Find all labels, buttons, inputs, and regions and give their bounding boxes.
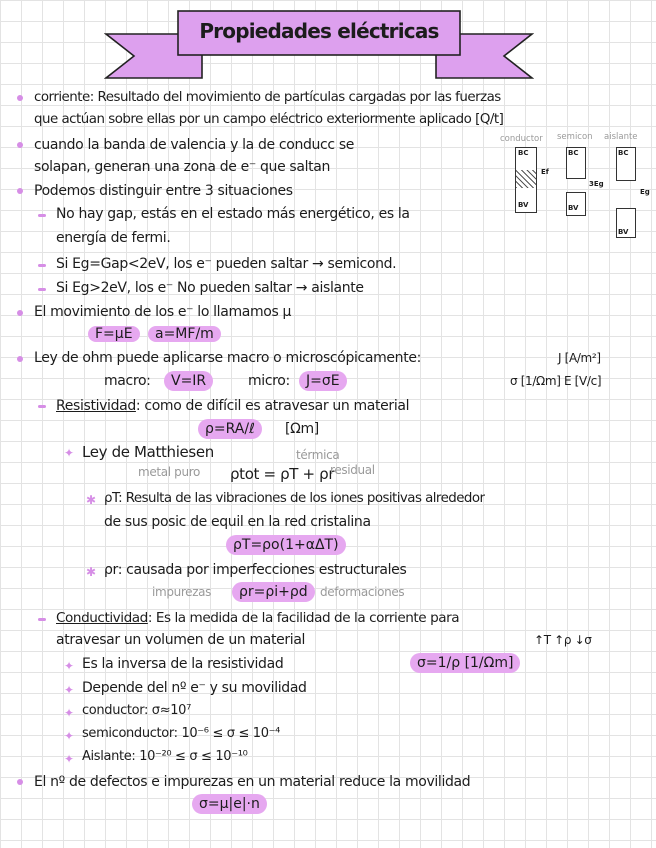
text-semiconductor: semiconductor: 10⁻⁶ ≤ σ ≤ 10⁻⁴ (82, 726, 280, 741)
eg-label: Eg (640, 188, 650, 196)
dash (38, 214, 46, 217)
term-resistividad: Resistividad (56, 398, 136, 414)
text-conductor: conductor: σ≈10⁷ (82, 703, 191, 718)
text-ohm: Ley de ohm puede aplicarse macro o microscópicamente: (34, 350, 421, 366)
label-conductor: conductor (500, 134, 543, 144)
band-overlap (516, 170, 536, 188)
text-resistividad-def: : como de difícil es atravesar un material (135, 398, 410, 414)
text-semicond: Si Eg=Gap<2eV, los e⁻ pueden saltar → semicond. (56, 256, 397, 272)
text-no-gap: No hay gap, estás en el estado más energético, es la (56, 206, 410, 222)
text-micro: micro: (248, 373, 290, 389)
text-termica: térmica (296, 448, 340, 462)
formula-rhor: ρr=ρi+ρd (232, 582, 315, 602)
formula-jse: J=σE (299, 371, 347, 391)
label-aislante: aislante (604, 132, 638, 142)
text-fermi: energía de fermi. (56, 230, 171, 246)
text-temp-relation: ↑T ↑ρ ↓σ (534, 633, 592, 647)
text-metal-puro: metal puro (138, 465, 201, 479)
formula-f-mue: F=μE (88, 326, 140, 342)
formula-matthiesen: ρtot = ρT + ρr (230, 465, 335, 483)
text-impurezas: impurezas (152, 585, 212, 599)
text-movimiento: El movimiento de los e⁻ lo llamamos μ (34, 304, 292, 320)
text-residual: residual (330, 463, 375, 477)
bullet (17, 356, 23, 362)
text-corriente-cont: que actúan sobre ellas por un campo eléctrico exteriormente aplicado [Q/t] (34, 112, 504, 127)
text-inversa: Es la inversa de la resistividad (82, 656, 284, 672)
text-conductividad (56, 608, 459, 628)
formula-mobility: σ=μ|e|·n (192, 794, 267, 814)
text-ohm-m: [Ωm] (285, 421, 319, 437)
page-title: Propiedades eléctricas (199, 19, 439, 43)
plus-bullet: ✦ (64, 683, 75, 697)
dash (38, 618, 46, 621)
text-corriente: corriente: Resultado del movimiento de partículas cargadas por las fuerzas (34, 90, 501, 105)
plus-bullet: ✦ (64, 706, 75, 720)
eg-small-label: 3Eg (589, 180, 604, 188)
text-rhor: ρr: causada por imperfecciones estructurales (104, 562, 407, 578)
bullet (17, 142, 23, 148)
bc-label: BC (568, 149, 579, 157)
star-bullet: ✱ (86, 493, 97, 507)
plus-bullet: ✦ (64, 752, 75, 766)
formula-force (88, 324, 221, 344)
text-volumen: atravesar un volumen de un material (56, 632, 306, 648)
text-deformaciones: deformaciones (320, 585, 405, 599)
formula-vir: V=IR (164, 371, 213, 391)
text-bandas-cont: solapan, generan una zona de e⁻ que saltan (34, 159, 331, 175)
bv-label: BV (618, 228, 629, 236)
formula-accel: a=MF/m (148, 326, 221, 342)
term-conductividad: Conductividad (56, 610, 148, 626)
formula-sigma: σ=1/ρ [1/Ωm] (410, 653, 520, 673)
bullet (17, 779, 23, 785)
label-semicon: semicon (557, 132, 593, 142)
text-sigma-units: σ [1/Ωm] E [V/c] (510, 374, 602, 388)
text-conductividad-def: : Es la medida de la facilidad de la corriente para (147, 610, 460, 626)
dash (38, 288, 46, 291)
plus-bullet: ✦ (64, 446, 75, 460)
text-movilidad: Depende del nº e⁻ y su movilidad (82, 680, 307, 696)
text-macro: macro: (104, 373, 151, 389)
text-aislante-range: Aislante: 10⁻²⁰ ≤ σ ≤ 10⁻¹⁰ (82, 749, 248, 764)
text-situaciones: Podemos distinguir entre 3 situaciones (34, 183, 293, 199)
text-j-units: J [A/m²] (558, 351, 601, 365)
bc-label: BC (518, 149, 529, 157)
text-resistividad (56, 396, 409, 416)
text-matthiesen: Ley de Matthiesen (82, 443, 214, 461)
text-bandas: cuando la banda de valencia y la de conducc se (34, 137, 355, 153)
bullet (17, 188, 23, 194)
text-rhoT-cont: de sus posic de equil en la red cristalina (104, 514, 371, 530)
bullet (17, 95, 23, 101)
bullet (17, 310, 23, 316)
dash (38, 405, 46, 408)
band-diagram (500, 132, 650, 242)
bc-label: BC (618, 149, 629, 157)
plus-bullet: ✦ (64, 659, 75, 673)
dash (38, 264, 46, 267)
ef-label: Ef (541, 168, 549, 176)
star-bullet: ✱ (86, 565, 97, 579)
text-rhoT: ρT: Resulta de las vibraciones de los iones positivas alrededor (104, 491, 485, 506)
text-defectos: El nº de defectos e impurezas en un material reduce la movilidad (34, 774, 471, 790)
plus-bullet: ✦ (64, 729, 75, 743)
bv-label: BV (518, 201, 529, 209)
formula-rhoT: ρT=ρo(1+αΔT) (226, 535, 346, 555)
formula-resist: ρ=RA/ℓ (198, 419, 262, 439)
text-aislante: Si Eg>2eV, los e⁻ No pueden saltar → aislante (56, 280, 364, 296)
bv-label: BV (568, 204, 579, 212)
